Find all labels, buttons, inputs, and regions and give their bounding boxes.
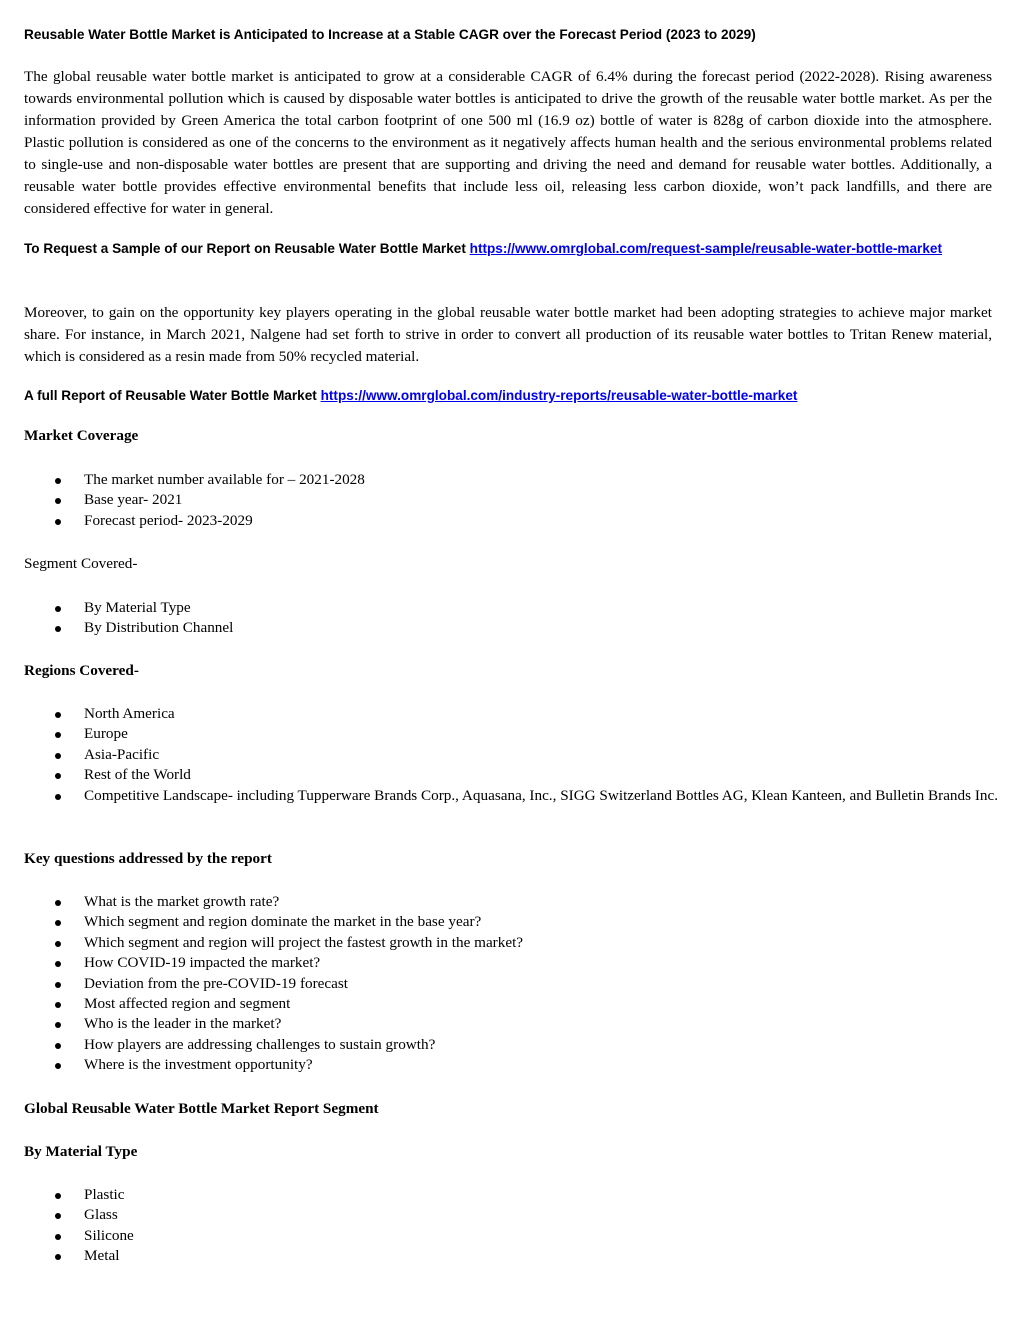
- bullet-icon: [55, 753, 61, 759]
- list-item-text: Asia-Pacific: [84, 745, 160, 763]
- material-type-list: [24, 1185, 1000, 1267]
- report-segment-heading: Global Reusable Water Bottle Market Report Segment: [24, 1100, 379, 1117]
- bullet-icon: [55, 920, 61, 926]
- list-item-text: Competitive Landscape- including Tupperware Brands Corp., Aquasana, Inc., SIGG Switzerland Bottles AG, Klean Kanteen, and Bulletin Brands Inc.: [84, 786, 999, 804]
- bullet-icon: [55, 1063, 61, 1069]
- bullet-icon: [55, 941, 61, 947]
- list-item-text: By Distribution Channel: [84, 619, 234, 637]
- bullet-icon: [55, 712, 61, 718]
- regions-covered-heading: Regions Covered-: [24, 662, 139, 679]
- material-type-heading: By Material Type: [24, 1143, 138, 1160]
- list-item-text: Rest of the World: [84, 766, 191, 784]
- full-report-link[interactable]: https://www.omrglobal.com/industry-reports/reusable-water-bottle-market: [320, 388, 798, 403]
- list-item: [24, 511, 1000, 531]
- bullet-icon: [55, 1022, 61, 1028]
- list-item: [24, 786, 1000, 806]
- bullet-icon: [55, 900, 61, 906]
- bullet-icon: [55, 982, 61, 988]
- list-item: [24, 1246, 1000, 1266]
- list-item: [24, 490, 1000, 510]
- list-item: [24, 618, 1000, 638]
- list-item: [24, 953, 1000, 973]
- list-item: [24, 1205, 1000, 1225]
- list-item-text: Forecast period- 2023-2029: [84, 511, 253, 529]
- key-questions-heading: Key questions addressed by the report: [24, 850, 272, 867]
- strategy-paragraph: Moreover, to gain on the opportunity key players operating in the global reusable water bottle market had been adopting strategies to achieve major market share. For instance, in March 2021, Nalgene had set forth to strive in order to convert all production of its reusable water bottles to Tritan Renew material, which is considered as a resin made from 50% recycled material.: [24, 304, 992, 365]
- regions-covered-list: [24, 704, 1000, 806]
- list-item: [24, 994, 1000, 1014]
- list-item: [24, 912, 1000, 932]
- full-report-label: A full Report of Reusable Water Bottle Market: [24, 388, 321, 403]
- bullet-icon: [55, 626, 61, 632]
- intro-paragraph: The global reusable water bottle market is anticipated to grow at a considerable CAGR of 6.4% during the forecast period (2022-2028). Rising awareness towards environmental pollution which is caused by disposable water bottles is anticipated to drive the growth of the reusable water bottle market. As per the information provided by Green America the total carbon footprint of one 500 ml (16.9 oz) bottle of water is 828g of carbon dioxide into the atmosphere. Plastic pollution is considered as one of the concerns to the environment as it negatively affects human health and the serious environmental problems related to single-use and non-disposable water bottles are present that are supporting and driving the need and demand for reusable water bottles. Additionally, a reusable water bottle provides effective environmental benefits that include less oil, releasing less carbon dioxide, won’t pack landfills, and there are considered effective for water in general.: [24, 68, 992, 217]
- sample-request-line: [24, 238, 1000, 260]
- list-item: [24, 892, 1000, 912]
- bullet-icon: [55, 1002, 61, 1008]
- list-item-text: Which segment and region will project the fastest growth in the market?: [84, 933, 524, 951]
- bullet-icon: [55, 498, 61, 504]
- list-item-text: By Material Type: [84, 599, 191, 616]
- list-item-text: Silicone: [84, 1226, 134, 1244]
- list-item-text: Glass: [84, 1206, 118, 1224]
- bullet-icon: [55, 794, 61, 800]
- bullet-icon: [55, 961, 61, 967]
- list-item: [24, 765, 1000, 785]
- sample-request-link[interactable]: https://www.omrglobal.com/request-sample/reusable-water-bottle-market: [469, 241, 942, 256]
- bullet-icon: [55, 773, 61, 779]
- list-item-text: Europe: [84, 725, 128, 743]
- list-item-text: What is the market growth rate?: [84, 893, 280, 910]
- list-item: [24, 704, 1000, 724]
- bullet-icon: [55, 1254, 61, 1260]
- list-item-text: How players are addressing challenges to sustain growth?: [84, 1035, 436, 1053]
- list-item-text: Metal: [84, 1247, 120, 1265]
- segment-covered-heading: Segment Covered-: [24, 555, 138, 572]
- bullet-icon: [55, 1213, 61, 1219]
- list-item: [24, 745, 1000, 765]
- list-item: [24, 974, 1000, 994]
- sample-request-label: To Request a Sample of our Report on Reusable Water Bottle Market: [24, 241, 470, 256]
- full-report-line: [24, 385, 797, 407]
- list-item: [24, 933, 1000, 953]
- list-item: [24, 1226, 1000, 1246]
- list-item-text: Who is the leader in the market?: [84, 1015, 282, 1033]
- list-item-text: Which segment and region dominate the market in the base year?: [84, 913, 482, 931]
- list-item-text: Most affected region and segment: [84, 995, 291, 1013]
- key-questions-list: [24, 892, 1000, 1076]
- bullet-icon: [55, 478, 61, 484]
- list-item-text: The market number available for – 2021-2028: [84, 471, 365, 488]
- list-item: [24, 470, 1000, 490]
- list-item: [24, 724, 1000, 744]
- list-item-text: Base year- 2021: [84, 491, 183, 509]
- market-coverage-heading: Market Coverage: [24, 427, 139, 444]
- list-item: [24, 1185, 1000, 1205]
- bullet-icon: [55, 732, 61, 738]
- list-item: [24, 1014, 1000, 1034]
- list-item: [24, 1035, 1000, 1055]
- bullet-icon: [55, 606, 61, 612]
- list-item-text: Where is the investment opportunity?: [84, 1056, 313, 1074]
- list-item: [24, 1055, 1000, 1075]
- document-title: Reusable Water Bottle Market is Anticipated to Increase at a Stable CAGR over the Forecast Period (2023 to 2029): [24, 27, 756, 42]
- list-item-text: Deviation from the pre-COVID-19 forecast: [84, 974, 349, 992]
- segment-covered-list: [24, 598, 1000, 639]
- bullet-icon: [55, 1043, 61, 1049]
- bullet-icon: [55, 519, 61, 525]
- market-coverage-list: [24, 470, 1000, 531]
- list-item-text: North America: [84, 705, 175, 722]
- list-item-text: How COVID-19 impacted the market?: [84, 954, 321, 972]
- bullet-icon: [55, 1234, 61, 1240]
- bullet-icon: [55, 1193, 61, 1199]
- list-item: [24, 598, 1000, 618]
- list-item-text: Plastic: [84, 1186, 125, 1203]
